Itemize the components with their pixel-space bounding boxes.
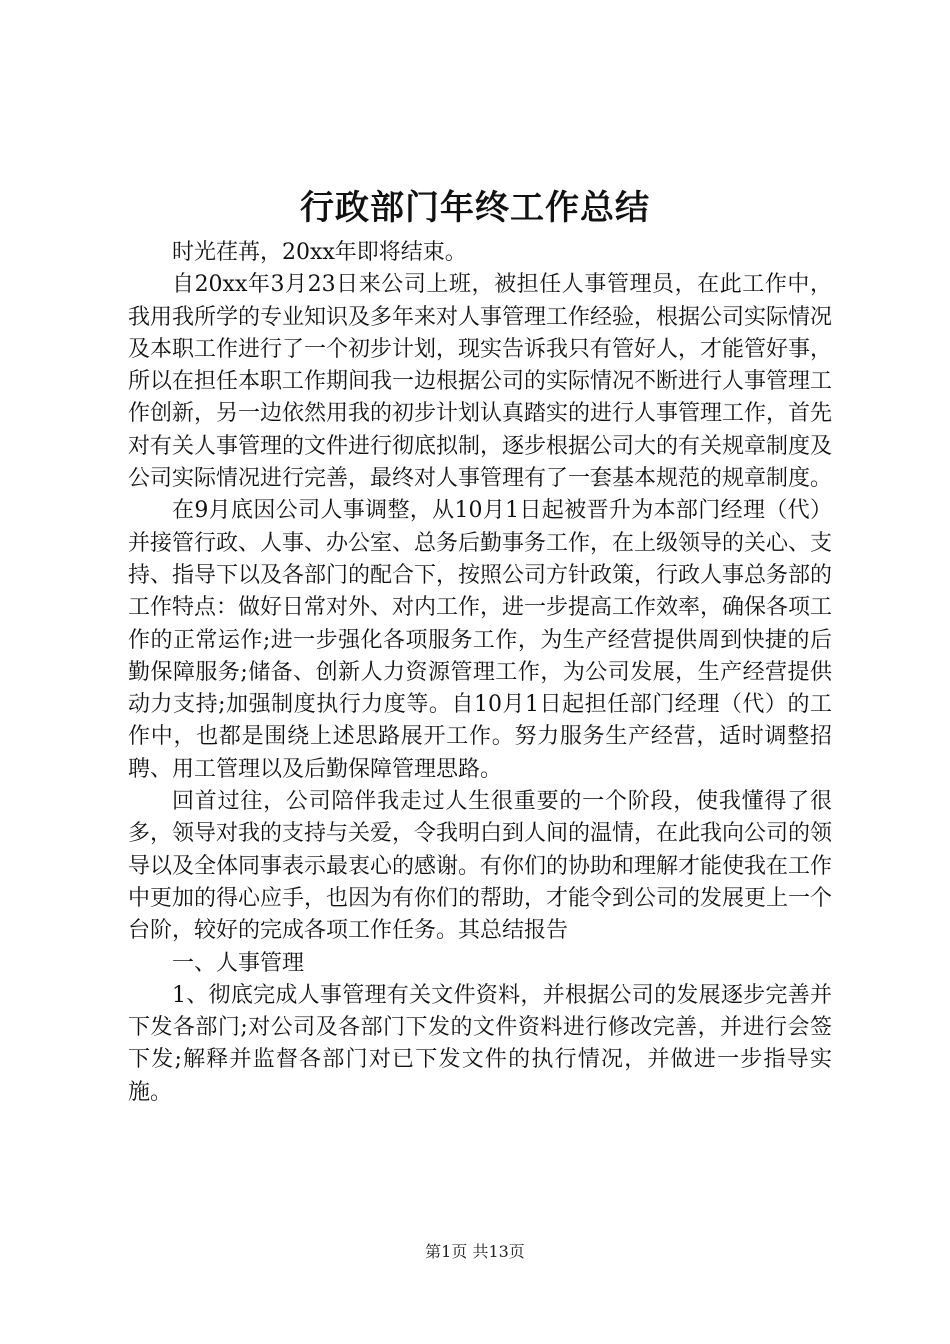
paragraph-promotion: 在9月底因公司人事调整，从10月1日起被晋升为本部门经理（代）并接管行政、人事、办公室、总务后勤事务工作，在上级领导的关心、支持、指导下以及各部门的配合下，按照公司方针政策，行政人事总务部的工作特点：做好日常对外、对内工作，进一步提高工作效率，确保各项工作的正常运作;进一步强化各项服务工作，为生产经营提供周到快捷的后勤保障服务;储备、创新人力资源管理工作，为公司发展，生产经营提供动力支持;加强制度执行力度等。自10月1日起担任部门经理（代）的工作中，也都是围绕上述思路展开工作。努力服务生产经营，适时调整招聘、用工管理以及后勤保障管理思路。 [128, 498, 833, 782]
section-heading-hr: 一、人事管理 [172, 950, 305, 976]
paragraph-thanks: 回首过往，公司陪伴我走过人生很重要的一个阶段，使我懂得了很多，领导对我的支持与关爱，令我明白到人间的温情，在此我向公司的领导以及全体同事表示最衷心的感谢。有你们的协助和理解才能使我在工作中更加的得心应手，也因为有你们的帮助，才能令到公司的发展更上一个台阶，较好的完成各项工作任务。其总结报告 [128, 789, 833, 944]
paragraph-item-1: 1、彻底完成人事管理有关文件资料，并根据公司的发展逐步完善并下发各部门;对公司及各部门下发的文件资料进行修改完善，并进行会签下发;解释并监督各部门对已下发文件的执行情况，并做进一步指导实施。 [128, 982, 832, 1105]
document-title: 行政部门年终工作总结 [300, 188, 650, 228]
paragraph-intro: 时光荏苒，20xx年即将结束。 [172, 240, 467, 265]
document-body [128, 237, 832, 1109]
paragraph-hr-start: 自20xx年3月23日来公司上班，被担任人事管理员，在此工作中，我用我所学的专业知识及多年来对人事管理工作经验，根据公司实际情况及本职工作进行了一个初步计划，现实告诉我只有管好人，才能管好事，所以在担任本职工作期间我一边根据公司的实际情况不断进行人事管理工作创新，另一边依然用我的初步计划认真踏实的进行人事管理工作，首先对有关人事管理的文件进行彻底拟制，逐步根据公司大的有关规章制度及公司实际情况进行完善，最终对人事管理有了一套基本规范的规章制度。 [128, 272, 833, 492]
page-footer: 第1页 共13页 [425, 1242, 525, 1261]
